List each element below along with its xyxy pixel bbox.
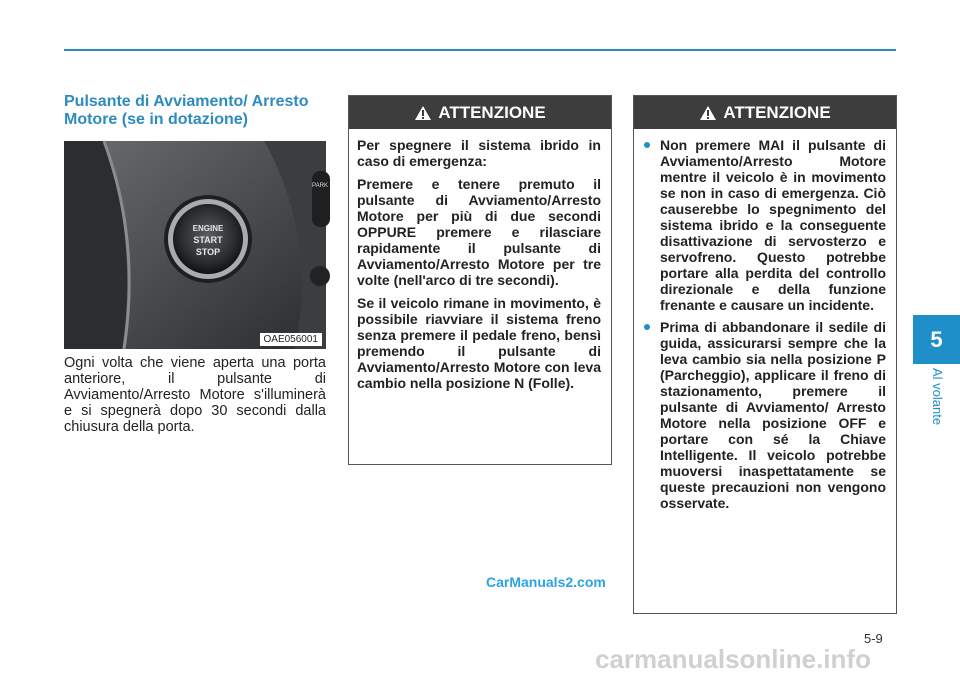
warning-title-2: ATTENZIONE <box>723 102 831 122</box>
warning-triangle-icon <box>414 105 432 121</box>
chapter-number: 5 <box>930 326 943 352</box>
chapter-number-tab <box>913 315 960 364</box>
warning-box-1 <box>348 95 612 465</box>
warning-triangle-icon <box>699 105 717 121</box>
warning2-bullet-text: Non premere MAI il pulsante di Avviamento/Arresto Motore mentre il veicolo è in movimento se non in caso di emergenza. Ciò causerebbe lo spegnimento del sistema ibrido e la conseguente disattivazione di servosterzo e servofreno. Questo potrebbe portare alla perdita del controllo direzionale e della funzione frenante e causare un incidente. <box>660 137 886 313</box>
warning-body-2 <box>634 129 896 525</box>
bullet-dot-icon <box>644 142 650 148</box>
bullet-dot-icon <box>644 324 650 330</box>
warning-title-1: ATTENZIONE <box>438 102 546 122</box>
site-watermark: CarManuals2.com <box>486 574 606 590</box>
warning1-paragraph: Premere e tenere premuto il pulsante di Avviamento/Arresto Motore per più di due secondi OPPURE premere e rilasciare rapidamente il pulsante di Avviamento/Arresto Motore per tre volte (nell'arco di tre secondi). <box>357 176 601 288</box>
body-paragraph: Ogni volta che viene aperta una porta anteriore, il pulsante di Avviamento/Arresto Motore s'illuminerà e si spegnerà dopo 30 secondi dalla chiusura della porta. <box>64 355 326 435</box>
section-heading: Pulsante di Avviamento/ Arresto Motore (se in dotazione) <box>64 93 309 128</box>
footer-watermark: carmanualsonline.info <box>595 644 871 674</box>
button-text-1: ENGINE <box>192 224 224 233</box>
page-number: 5-9 <box>864 631 883 646</box>
warning-box-2 <box>633 95 897 614</box>
photo-code: OAE056001 <box>260 333 323 346</box>
warning-header-1 <box>349 96 611 129</box>
warning1-paragraph: Per spegnere il sistema ibrido in caso di emergenza: <box>357 137 601 169</box>
warning1-paragraph: Se il veicolo rimane in movimento, è possibile riavviare il sistema freno senza premere il pedale freno, bensì premendo il pulsante di Avviamento/Arresto Motore con leva cambio nella posizione N (Folle). <box>357 295 601 391</box>
warning-body-1 <box>349 129 611 406</box>
button-text-3: STOP <box>195 247 221 257</box>
chapter-title: Al volante <box>930 368 945 426</box>
start-button-illustration <box>64 141 326 349</box>
warning-header-2 <box>634 96 896 129</box>
top-rule <box>64 49 896 51</box>
button-text-2: START <box>193 235 223 245</box>
warning2-bullet-item <box>642 319 886 511</box>
warning2-bullet-item <box>642 137 886 313</box>
park-label: PARK <box>312 183 328 189</box>
start-button-photo <box>64 141 326 349</box>
warning2-bullet-text: Prima di abbandonare il sedile di guida, assicurarsi sempre che la leva cambio sia nella posizione P (Parcheggio), applicare il freno di stazionamento, premere il pulsante di Avviamento/ Arresto Motore nella posizione OFF e portare con sé la Chiave Intelligente. Il veicolo potrebbe muoversi inaspettatamente se queste precauzioni non vengono osservate. <box>660 319 886 511</box>
